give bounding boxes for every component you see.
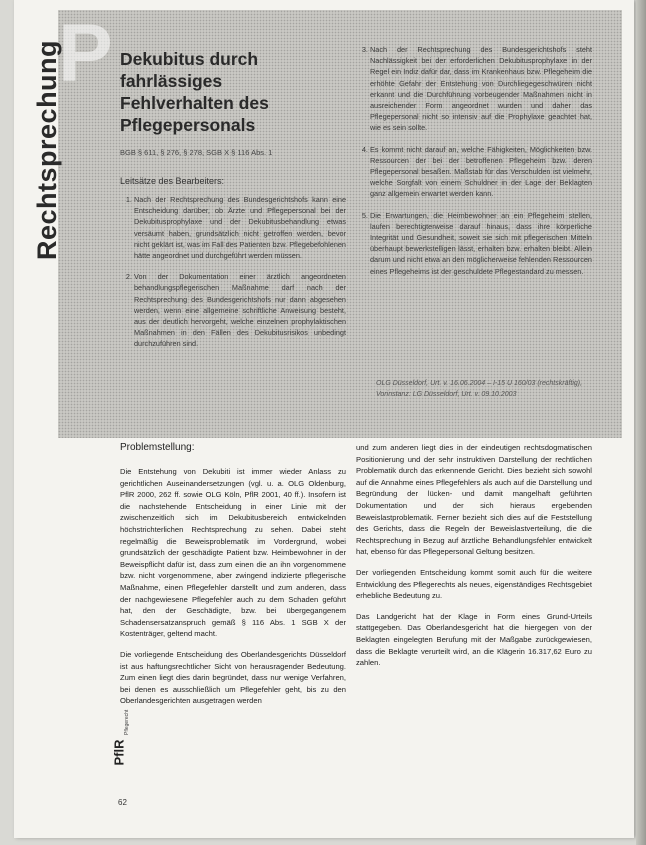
leitsaetze-left [120,194,346,360]
body-paragraph: Die Entstehung von Dekubiti ist immer wieder Anlass zu gerichtlichen Auseinandersetzungen (vgl. u. a. OLG Oldenburg, PflR 2000, 262 ff. sowie OLG Köln, PflR 2001, 40 ff.). Insofern ist die nachstehende Entscheidung in einer Linie mit der zwischenzeitlich sich im Dekubitusbereich entwickelnden höchstrichterlichen Rechtsprechung zu sehen. Dabei steht regelmäßig die Beweisproblematik im Vordergrund, wobei grundsätzlich der geschädigte Patient bzw. Heimbewohner in der Beweispflicht dafür ist, dass zum einen die an ihn vorgenommene bzw. nicht vorgenommene, aber zwingend indizierte pflegerische Maßnahme, einen Pflegefehler darstellt und zum anderen, dass der nachgewiesene Pflegefehler auch zu dem Schaden geführt hat, den der Geschädigte, bzw. bei übergegangenem Schadensersatzanspruch gemäß § 116 Abs. 1 SGB X der Kostenträger, geltend macht. [120,467,346,639]
body-paragraph: Der vorliegenden Entscheidung kommt somit auch für die weitere Entwicklung des Pflegerechts als neues, eigenständiges Rechtsgebiet erhebliche Bedeutung zu. [356,567,592,601]
problem-heading: Problemstellung: [120,442,195,453]
journal-name: Pflegerecht [124,709,130,735]
body-right-column [356,442,592,678]
body-paragraph: und zum anderen liegt dies in der eindeutigen rechtsdogmatischen Positionierung und der sehr instruktiven Darstellung der rechtlichen Problematik durch das erkennende Gericht. Dies bezieht sich sowohl auf die Annahme eines Pflegefehlers als auch auf die Darstellung und Begründung der lücken- und damit mangelhaft geführten Dokumentation und der sich hieraus ergebenden Beweislastproblematik. Ferner bezieht sich dies auf die Feststellung des Gerichts, dass die Regeln der Beweislastverteilung, die die Rechtsprechung in Bezug auf ärztliche Behandlungsfehler entwickelt hat, ebenso für das Pflegepersonal Geltung besitzen. [356,443,592,557]
legal-references: BGB § 611, § 276, § 278, SGB X § 116 Abs. 1 [120,148,273,157]
leitsatz-2: 2. Von der Dokumentation einer ärztlich angeordneten behandlungspflegerischen Maßnahme darf nach der Rechtsprechung des Bundesgerichtshofs nur dann abgesehen werden, wenn eine allgemeine schriftliche Anweisung besteht, aus der deutlich hervorgeht, welche einzelnen prophylaktischen Maßnahmen in den Fällen des Dekubitusrisikos unbedingt durchzuführen sind. [134,271,346,349]
leitsaetze-heading: Leitsätze des Bearbeiters: [120,176,225,186]
leitsaetze-right [356,44,592,287]
journal-logo [110,709,130,771]
body-left-column [120,466,346,716]
section-letter: P [58,8,113,99]
body-paragraph: Das Landgericht hat der Klage in Form eines Grund-Urteils stattgegeben. Das Oberlandesgericht hat die hiergegen von der Beklagten eingelegten Berufung mit der Maßgabe zurückgewiesen, dass die Beklagte verurteilt wird, an die Klägerin 16.317,62 Euro zu zahlen. [356,611,592,668]
body-paragraph: Die vorliegende Entscheidung des Oberlandesgerichts Düsseldorf ist aus haftungsrechtlicher Sicht von herausragender Bedeutung. Zum einen liegt dies darin begründet, dass nur wenige Verfahren, bei denen es ausschließlich um Pflegefehler geht, bis zu den Oberlandesgerichten ausgetragen werden [120,649,346,706]
scan-edge-shadow [636,0,646,845]
leitsatz-4: 4. Es kommt nicht darauf an, welche Fähigkeiten, Möglichkeiten bzw. Ressourcen der bei der betroffenen Pflegeheim bzw. deren Pflegepersonal besaßen. Maßstab für das Verschulden ist vielmehr, welche Sorgfalt von einem Schuldner in der Lage der Beklagten ganz allgemein erwartet werden kann. [370,144,592,200]
leitsatz-3: 3. Nach der Rechtsprechung des Bundesgerichtshofs steht Nachlässigkeit bei der erforderlichen Dekubitusprophylaxe in der Regel ein Indiz dafür dar, dass im Krankenhaus bzw. Pflegeheim die erhöhte Gefahr der Entstehung von Durchliegegeschwüren nicht erkannt und die Durchführung vorbeugender Maßnahmen nicht in ausreichender Form angeordnet wurden und daher das Pflegepersonal nicht so intensiv auf die Prophylaxe geachtet hat, wie es sein sollte. [370,44,592,134]
article-title: Dekubitus durch fahrlässiges Fehlverhalten des Pflegepersonals [120,49,269,135]
logo-text: PflR [111,739,127,766]
leitsatz-5: 5. Die Erwartungen, die Heimbewohner an ein Pflegeheim stellen, laufen berechtigterweise darauf hinaus, dass ihre körperliche Integrität und Gesundheit, soweit sie sich mit pflegerischen Mitteln überhaupt bewerkstelligen lässt, erhalten bzw. erhalten bleibt. Allein darum und nicht etwa an den möglicherweise fehlenden Ressourcen eines Pflegeheims ist der geschuldete Pflegestandard zu messen. [370,210,592,277]
page-number: 62 [118,798,127,807]
leitsatz-1: 1. Nach der Rechtsprechung des Bundesgerichtshofs kann eine Entscheidung darüber, ob Ärzte und Pflegepersonal bei der Dekubitusprophylaxe und der Dekubitusbehandlung etwas versäumt haben, grundsätzlich nicht getroffen werden, bevor nicht geklärt ist, was im Fall des Patienten bzw. Pflegebefohlenen hätte angeordnet und durchgeführt werden müssen. [134,194,346,261]
document-page [14,0,634,838]
section-label: Rechtsprechung [32,39,62,260]
case-citation: OLG Düsseldorf, Urt. v. 16.06.2004 – I-15 U 160/03 (rechtskräftig), Vorinstanz: LG Düsseldorf, Urt. v. 09.10.2003 [376,380,583,398]
